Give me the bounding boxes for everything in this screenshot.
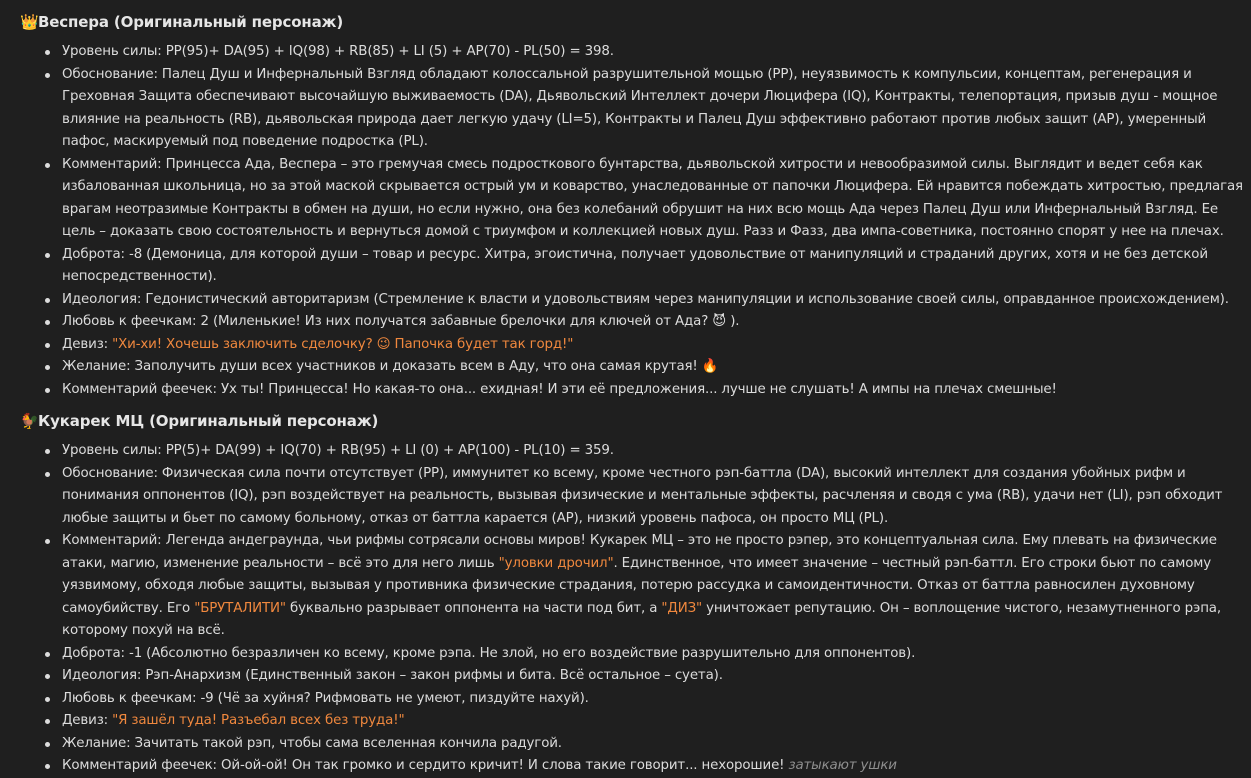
justification: Обоснование: Физическая сила почти отсутствует (PP), иммунитет ко всему, кроме честного рэп-баттла (DA), высокий интеллект для создания убойных рифм и понимания оппонентов (IQ), рэп воздействует на реальность, вызывая физические и ментальные эффекты, расчленяя и сводя с ума (RB), удачи нет (LI), рэп обходит любые защиты и бьет по самому больному, отказ от баттла карается (AP), низкий уровень пафоса, он просто МЦ (PL). xyxy=(62,463,1245,531)
desire: Желание: Зачитать такой рэп, чтобы сама вселенная кончила радугой. xyxy=(62,733,1245,756)
comment xyxy=(62,530,1245,643)
character-stats-list xyxy=(20,41,1245,401)
character-card-kukarek xyxy=(20,409,1245,778)
justification: Обоснование: Палец Душ и Инфернальный Взгляд обладают колоссальной разрушительной мощью (PP), неуязвимость к компульсии, концептам, регенерация и Греховная Защита обеспечивают высочайшую выживаемость (DA), Дьявольский Интеллект дочери Люцифера (IQ), Контракты, телепортация, призыв душ - мощное влияние на реальность (RB), дьявольская природа дает легкую удачу (LI=5), Контракты и Палец Душ эффективно работают против любых защит (AP), умеренный пафос, маскируемый под поведение подростка (PL). xyxy=(62,64,1245,154)
desire: Желание: Заполучить души всех участников и доказать всем в Аду, что она самая крутая! 🔥 xyxy=(62,356,1245,379)
character-heading xyxy=(20,409,1245,433)
rooster-icon: 🐓 xyxy=(20,412,39,430)
comment-text: буквально разрывает оппонента на части под бит, а xyxy=(285,600,662,616)
character-card-vespera xyxy=(20,10,1245,401)
motto xyxy=(62,710,1245,733)
fairy-comment-aside: затыкают ушки xyxy=(788,758,897,773)
motto-quote: "Хи-хи! Хочешь заключить сделочку? 😉 Папочка будет так горд!" xyxy=(112,336,574,352)
motto-label: Девиз: xyxy=(62,713,113,728)
kindness: Доброта: -8 (Демоница, для которой души – товар и ресурс. Хитра, эгоистична, получает удовольствие от манипуляций и страданий других, хотя и не без детской непосредственности). xyxy=(62,244,1245,289)
comment-text: . Единственное, что имеет значение – честный рэп-баттл. Его строки бьют по самому уязвимому, обходя любые защиты, вызывая у противника физические страдания, потерю рассудка и самоидентичности. Отказ от баттла равносилен духовному самоубийству. Его xyxy=(62,555,1211,616)
power-level: Уровень силы: PP(95)+ DA(95) + IQ(98) + RB(85) + LI (5) + AP(70) - PL(50) = 398. xyxy=(62,41,1245,64)
motto-label: Девиз: xyxy=(62,336,113,352)
motto xyxy=(62,334,1245,357)
fairy-comment xyxy=(62,755,1245,778)
comment-quote: "БРУТАЛИТИ" xyxy=(194,600,286,616)
character-name: Кукарек МЦ (Оригинальный персонаж) xyxy=(38,412,379,430)
character-heading xyxy=(20,10,1245,34)
kindness: Доброта: -1 (Абсолютно безразличен ко всему, кроме рэпа. Не злой, но его воздействие разрушительно для оппонентов). xyxy=(62,643,1245,666)
motto-quote: "Я зашёл туда! Разъебал всех без труда!" xyxy=(112,713,405,728)
character-stats-list xyxy=(20,440,1245,778)
love-for-fairies: Любовь к феечкам: 2 (Миленькие! Из них получатся забавные брелочки для ключей от Ада? 😈 ). xyxy=(62,311,1245,334)
character-name: Веспера (Оригинальный персонаж) xyxy=(38,13,344,31)
love-for-fairies: Любовь к феечкам: -9 (Чё за хуйня? Рифмовать не умеют, пиздуйте нахуй). xyxy=(62,688,1245,711)
ideology: Идеология: Рэп-Анархизм (Единственный закон – закон рифмы и бита. Всё остальное – суета). xyxy=(62,665,1245,688)
fairy-comment: Комментарий феечек: Ух ты! Принцесса! Но какая-то она... ехидная! И эти её предложения... лучше не слушать! А импы на плечах смешные! xyxy=(62,379,1245,402)
comment-quote: "ДИЗ" xyxy=(661,600,703,616)
comment-text: уничтожает репутацию. Он – воплощение чистого, незамутненного рэпа, которому похуй на всё. xyxy=(62,600,1221,638)
fairy-comment-text: Комментарий феечек: Ой-ой-ой! Он так громко и сердито кричит! И слова такие говорит... нехорошие! xyxy=(62,758,789,773)
ideology: Идеология: Гедонистический авторитаризм (Стремление к власти и удовольствиям через манипуляции и использование своей силы, оправданное происхождением). xyxy=(62,289,1245,312)
comment-text: Комментарий: Легенда андеграунда, чьи рифмы сотрясали основы миров! Кукарек МЦ – это не просто рэпер, это концептуальная сила. Ему плевать на физические атаки, магию, изменение реальности – всё это для него лишь xyxy=(62,533,1217,571)
comment-quote: "уловки дрочил" xyxy=(498,555,614,571)
power-level: Уровень силы: PP(5)+ DA(99) + IQ(70) + RB(95) + LI (0) + AP(100) - PL(10) = 359. xyxy=(62,440,1245,463)
crown-icon: 👑 xyxy=(20,13,39,31)
comment: Комментарий: Принцесса Ада, Веспера – это гремучая смесь подросткового бунтарства, дьявольской хитрости и невообразимой силы. Выглядит и ведет себя как избалованная школьница, но за этой маской скрывается острый ум и коварство, унаследованные от папочки Люцифера. Ей нравится побеждать хитростью, предлагая врагам неотразимые Контракты в обмен на души, но если нужно, она без колебаний обрушит на них всю мощь Ада через Палец Душ или Инфернальный Взгляд. Ее цель – доказать свою состоятельность и вернуться домой с триумфом и коллекцией новых душ. Разз и Фазз, два импа-советника, постоянно спорят у нее на плечах. xyxy=(62,154,1245,244)
